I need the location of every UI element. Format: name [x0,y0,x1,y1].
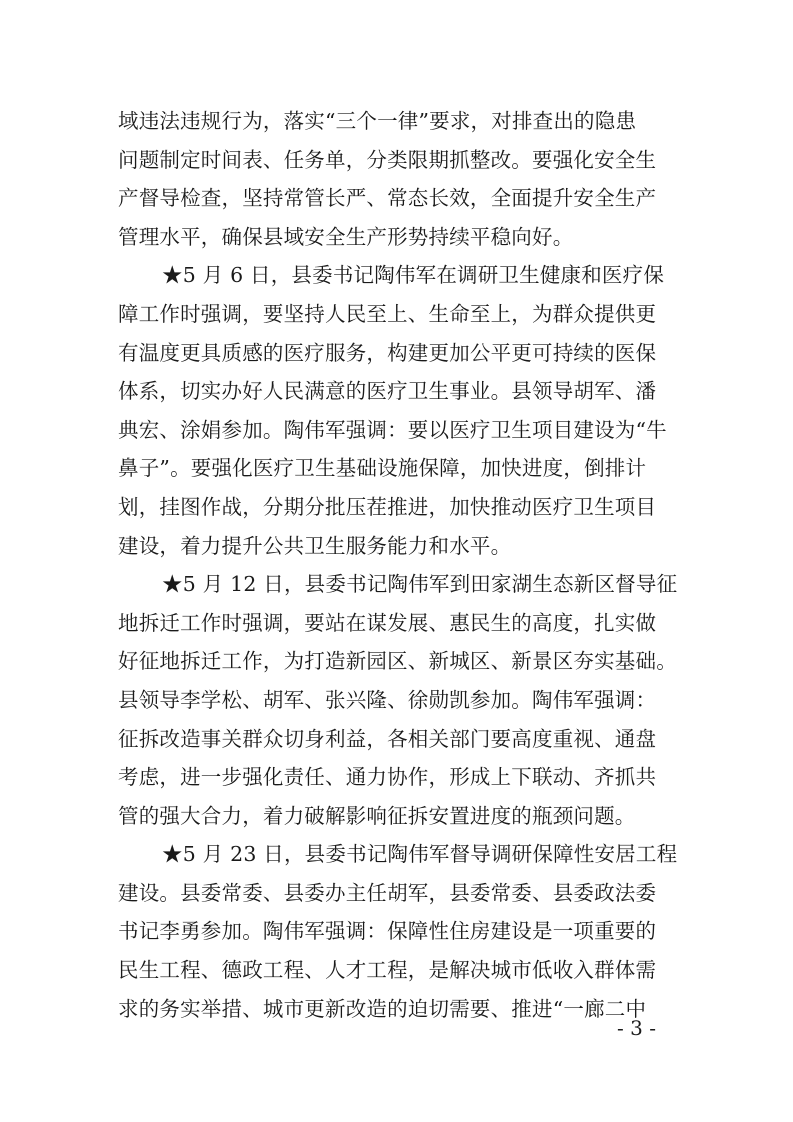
page-number: - 3 - [617,1016,656,1040]
text-line: 好征地拆迁工作，为打造新园区、新城区、新景区夯实基础。 [118,649,677,674]
text-line: 典宏、涂娟参加。陶伟军强调：要以医疗卫生项目建设为“牛 [118,417,667,442]
text-line: 障工作时强调，要坚持人民至上、生命至上，为群众提供更 [118,301,657,326]
text-line: 鼻子”。要强化医疗卫生基础设施保障，加快进度，倒排计 [118,456,647,481]
text-line: 民生工程、德政工程、人才工程，是解决城市低收入群体需 [118,958,657,983]
text-line: 体系，切实办好人民满意的医疗卫生事业。县领导胡军、潘 [118,379,657,404]
text-line: 域违法违规行为，落实“三个一律”要求，对排查出的隐患 [118,109,637,133]
text-line: 考虑，进一步强化责任、通力协作，形成上下联动、齐抓共 [118,765,657,790]
body-text [118,102,676,1028]
text-line: 划，挂图作战，分期分批压茬推进，加快推动医疗卫生项目 [118,494,657,519]
paragraph-start-line: ★5 月 6 日，县委书记陶伟军在调研卫生健康和医疗保 [162,263,665,288]
paragraph-start-line: ★5 月 23 日，县委书记陶伟军督导调研保障性安居工程 [162,842,678,867]
text-line: 建设，着力提升公共卫生服务能力和水平。 [118,533,512,558]
paragraph-start-line: ★5 月 12 日，县委书记陶伟军到田家湖生态新区督导征 [162,572,678,597]
text-line: 书记李勇参加。陶伟军强调：保障性住房建设是一项重要的 [118,919,657,944]
text-line: 管理水平，确保县域安全生产形势持续平稳向好。 [118,224,574,249]
text-line: 有温度更具质感的医疗服务，构建更加公平更可持续的医保 [118,340,657,365]
text-line: 县领导李学松、胡军、张兴隆、徐勋凯参加。陶伟军强调： [118,687,657,712]
text-line: 问题制定时间表、任务单，分类限期抓整改。要强化安全生 [118,147,657,172]
text-line: 产督导检查，坚持常管长严、常态长效，全面提升安全生产 [118,186,657,211]
text-line: 建设。县委常委、县委办主任胡军，县委常委、县委政法委 [118,880,657,905]
text-line: 管的强大合力，着力破解影响征拆安置进度的瓶颈问题。 [118,803,636,828]
text-line: 求的务实举措、城市更新改造的迫切需要、推进“一廊二中 [118,996,647,1021]
text-line: 征拆改造事关群众切身利益，各相关部门要高度重视、通盘 [118,726,657,751]
text-line: 地拆迁工作时强调，要站在谋发展、惠民生的高度，扎实做 [118,610,657,635]
